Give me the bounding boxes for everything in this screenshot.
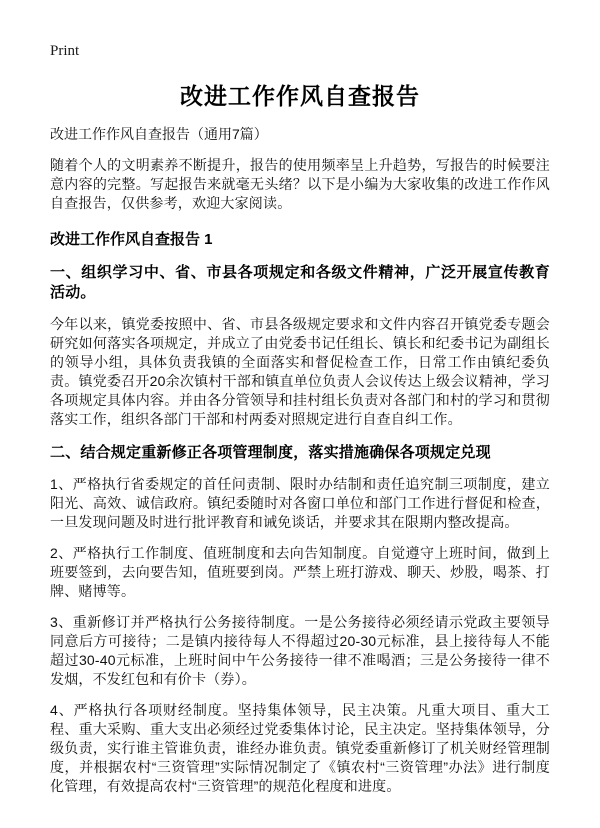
section-2-heading: 二、结合规定重新修正各项管理制度，落实措施确保各项规定兑现 xyxy=(50,444,491,462)
document-title: 改进工作作风自查报告 xyxy=(180,83,420,109)
intro-paragraph: 随着个人的文明素养不断提升，报告的使用频率呈上升趋势，写报告的时候要注意内容的完整。写起报告来就毫无头绪？以下是小编为大家收集的改进工作作风自查报告，仅供参考，欢迎大家阅读。 xyxy=(50,157,550,212)
section-2-item-3: 3、重新修订并严格执行公务接待制度。一是公务接待必须经请示党政主要领导同意后方可接待；二是镇内接待每人不得超过20-30元标准，县上接待每人不能超过30-40元标准，上班时间中午公务接待一律不准喝酒；三是公务接待一律不发烟，不发红包和有价卡（券）。 xyxy=(50,614,550,688)
section-2-item-1: 1、严格执行省委规定的首任问责制、限时办结制和责任追究制三项制度，建立阳光、高效、诚信政府。镇纪委随时对各窗口单位和部门工作进行督促和检查，一旦发现问题及时进行批评教育和诫免谈话，并要求其在限期内整改提高。 xyxy=(50,476,550,531)
print-label[interactable]: Print xyxy=(50,43,80,59)
section-2-item-4: 4、严格执行各项财经制度。坚持集体领导，民主决策。凡重大项目、重大工程、重大采购、重大支出必须经过党委集体讨论，民主决定。坚持集体领导，分级负责，实行谁主管谁负责，谁经办谁负责。镇党委重新修订了机关财经管理制度，并根据农村“三资管理”实际情况制定了《镇农村“三资管理”办法》进行制度化管理，有效提高农村“三资管理”的规范化程度和进度。 xyxy=(50,702,550,795)
section-1-heading: 一、组织学习中、省、市县各项规定和各级文件精神，广泛开展宣传教育活动。 xyxy=(50,264,550,302)
report-1-heading: 改进工作作风自查报告 1 xyxy=(50,231,213,249)
section-2-item-2: 2、严格执行工作制度、值班制度和去向告知制度。自觉遵守上班时间，做到上班要签到，去向要告知，值班要到岗。严禁上班打游戏、聊天、炒股，喝茶、打牌、赌博等。 xyxy=(50,545,550,600)
section-1-paragraph: 今年以来，镇党委按照中、省、市县各级规定要求和文件内容召开镇党委专题会研究如何落实各项规定，并成立了由党委书记任组长、镇长和纪委书记为副组长的领导小组，具体负责我镇的全面落实和督促检查工作，日常工作由镇纪委负责。镇党委召开20余次镇村干部和镇直单位负责人会议传达上级会议精神，学习各项规定具体内容。并由各分管领导和挂村组长负责对各部门和村的学习和贯彻落实工作，组织各部门干部和村两委对照规定进行自查自纠工作。 xyxy=(50,316,550,428)
document-subtitle: 改进工作作风自查报告（通用7篇） xyxy=(50,126,268,143)
